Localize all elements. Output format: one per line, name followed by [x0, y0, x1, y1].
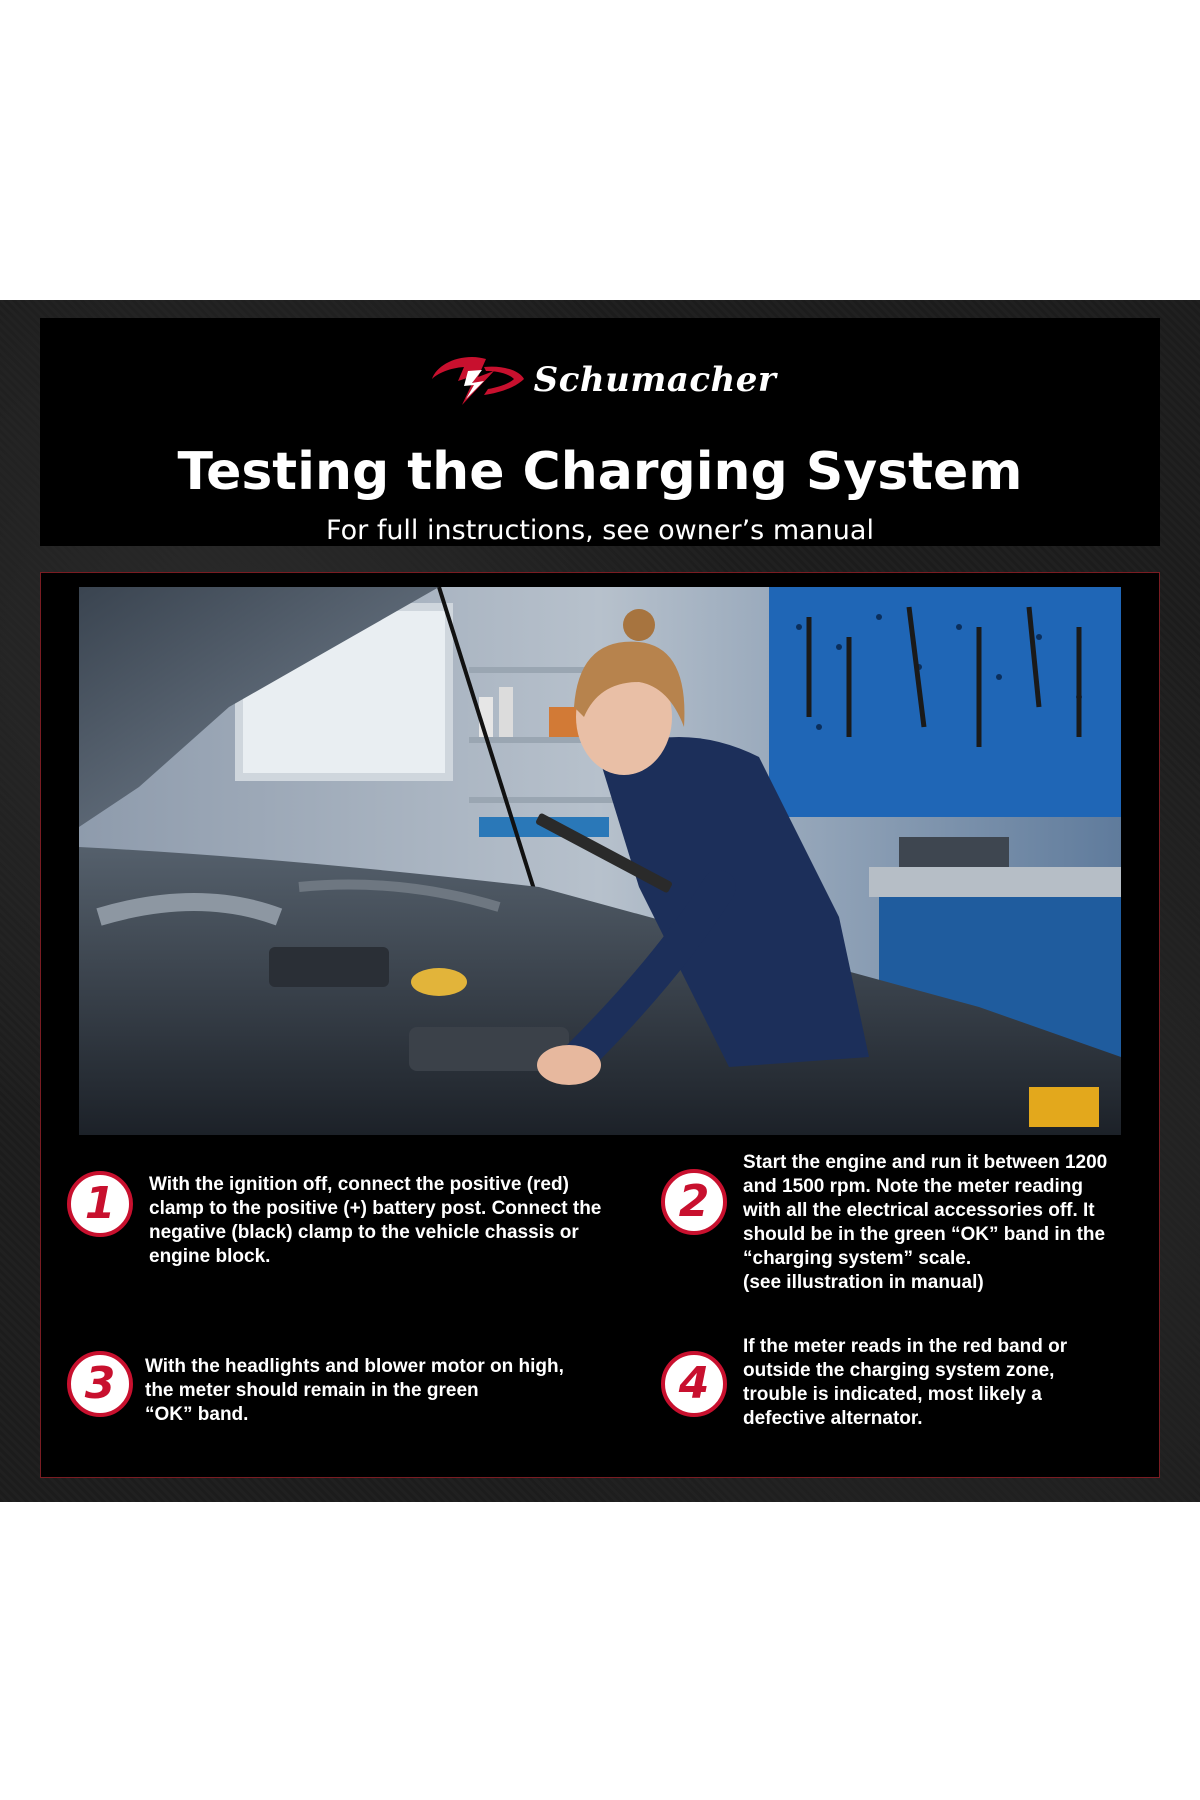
step-2: [661, 1151, 1151, 1295]
brand-name: Schumacher: [533, 360, 777, 400]
step-1: [67, 1171, 607, 1269]
step-number-badge: [661, 1351, 727, 1417]
mechanic-photo: [79, 587, 1121, 1135]
page-title: Testing the Charging System: [177, 442, 1023, 502]
infographic-panel: [0, 300, 1200, 1502]
header: [40, 318, 1160, 546]
step-number: 2: [678, 1176, 710, 1227]
page-subtitle: For full instructions, see owner’s manual: [326, 515, 874, 546]
step-number-badge: [661, 1169, 727, 1235]
step-text: Start the engine and run it between 1200 and 1500 rpm. Note the meter reading with all the electrical accessories off. It should be in the green “OK” band in the “charging system” scale. (see illustration in manual): [743, 1152, 1108, 1293]
brand-logo: [40, 348, 1160, 412]
lightning-bolt-icon: [424, 349, 528, 411]
step-number-badge: [67, 1171, 133, 1237]
step-3: [67, 1351, 607, 1427]
step-4: [661, 1335, 1151, 1431]
step-number: 1: [84, 1178, 116, 1229]
step-text: With the ignition off, connect the positive (red) clamp to the positive (+) battery post. Connect the negative (black) clamp to the vehicle chassis or engine block.: [149, 1174, 602, 1267]
content-box: [40, 572, 1160, 1478]
step-text: If the meter reads in the red band or outside the charging system zone, trouble is indicated, most likely a defective alternator.: [743, 1336, 1068, 1429]
step-number: 4: [678, 1358, 710, 1409]
step-number: 3: [84, 1358, 116, 1409]
step-number-badge: [67, 1351, 133, 1417]
step-text: With the headlights and blower motor on high, the meter should remain in the green “OK” band.: [145, 1356, 564, 1425]
